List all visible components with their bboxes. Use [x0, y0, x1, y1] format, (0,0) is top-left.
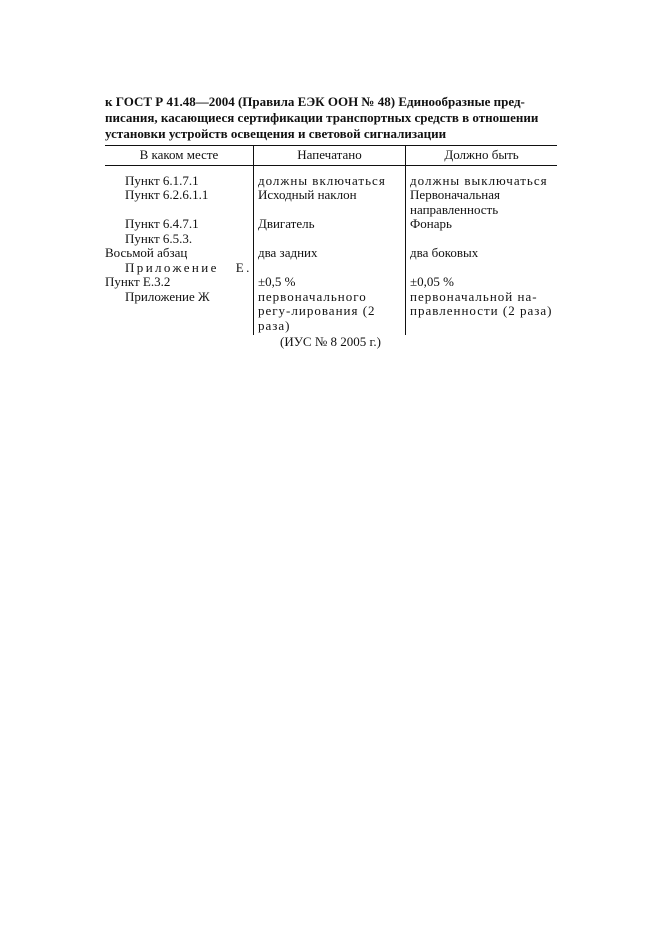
cell-should-be: [406, 165, 557, 188]
title-line-1: к ГОСТ Р 41.48—2004 (Правила ЕЭК ООН № 48) Единообразные пред-: [105, 94, 525, 109]
header-printed: Напечатано: [253, 146, 405, 166]
header-should-be: Должно быть: [406, 146, 557, 166]
should-text: два боковых: [410, 245, 479, 260]
should-text: Первоначальная направленность: [410, 187, 500, 217]
document-title: [105, 94, 557, 142]
table-row: [105, 165, 557, 188]
should-text: первоначальной на-правленности (2 раза): [410, 288, 553, 318]
cell-should-be: [406, 217, 557, 246]
printed-text: должны включаться: [257, 172, 386, 188]
printed-text: два задних: [257, 245, 318, 260]
cell-where: [105, 217, 253, 246]
cell-where: [105, 246, 253, 290]
cell-printed: [253, 290, 405, 336]
header-where: В каком месте: [105, 146, 253, 166]
cell-printed: [253, 188, 405, 217]
printed-text: первоначального регу-лирования (2 раза): [257, 288, 376, 333]
cell-should-be: [406, 246, 557, 290]
table-row: [105, 217, 557, 246]
where-line: Приложение Е.: [125, 259, 252, 275]
should-text: должны выключаться: [410, 172, 548, 188]
where-line: Пункт Е.3.2: [105, 274, 171, 289]
table-row: [105, 290, 557, 336]
title-line-3: установки устройств освещения и световой сигнализации: [105, 126, 447, 141]
cell-where: [105, 290, 253, 336]
printed-text: Исходный наклон: [257, 187, 357, 202]
cell-should-be: [406, 188, 557, 217]
where-line: Приложение Ж: [125, 288, 210, 304]
errata-table: [105, 145, 557, 335]
where-line: Восьмой абзац: [105, 245, 188, 260]
where-line: Пункт 6.2.6.1.1: [125, 187, 209, 202]
should-text: Фонарь: [410, 216, 452, 231]
cell-printed: [253, 165, 405, 188]
cell-where: [105, 165, 253, 188]
where-line: Пункт 6.4.7.1: [125, 216, 199, 231]
table-row: [105, 246, 557, 290]
printed-text: Двигатель: [257, 216, 315, 231]
where-line: Пункт 6.5.3.: [125, 230, 193, 246]
cell-printed: [253, 217, 405, 246]
where-line: Пункт 6.1.7.1: [125, 172, 199, 188]
source-note: (ИУС № 8 2005 г.): [280, 334, 381, 349]
table-header-row: [105, 146, 557, 166]
should-text: ±0,05 %: [410, 274, 454, 289]
table-row: [105, 188, 557, 217]
cell-printed: [253, 246, 405, 290]
cell-where: [105, 188, 253, 217]
cell-should-be: [406, 290, 557, 336]
printed-text: ±0,5 %: [257, 274, 296, 289]
title-line-2: писания, касающиеся сертификации транспортных средств в отношении: [105, 110, 539, 125]
